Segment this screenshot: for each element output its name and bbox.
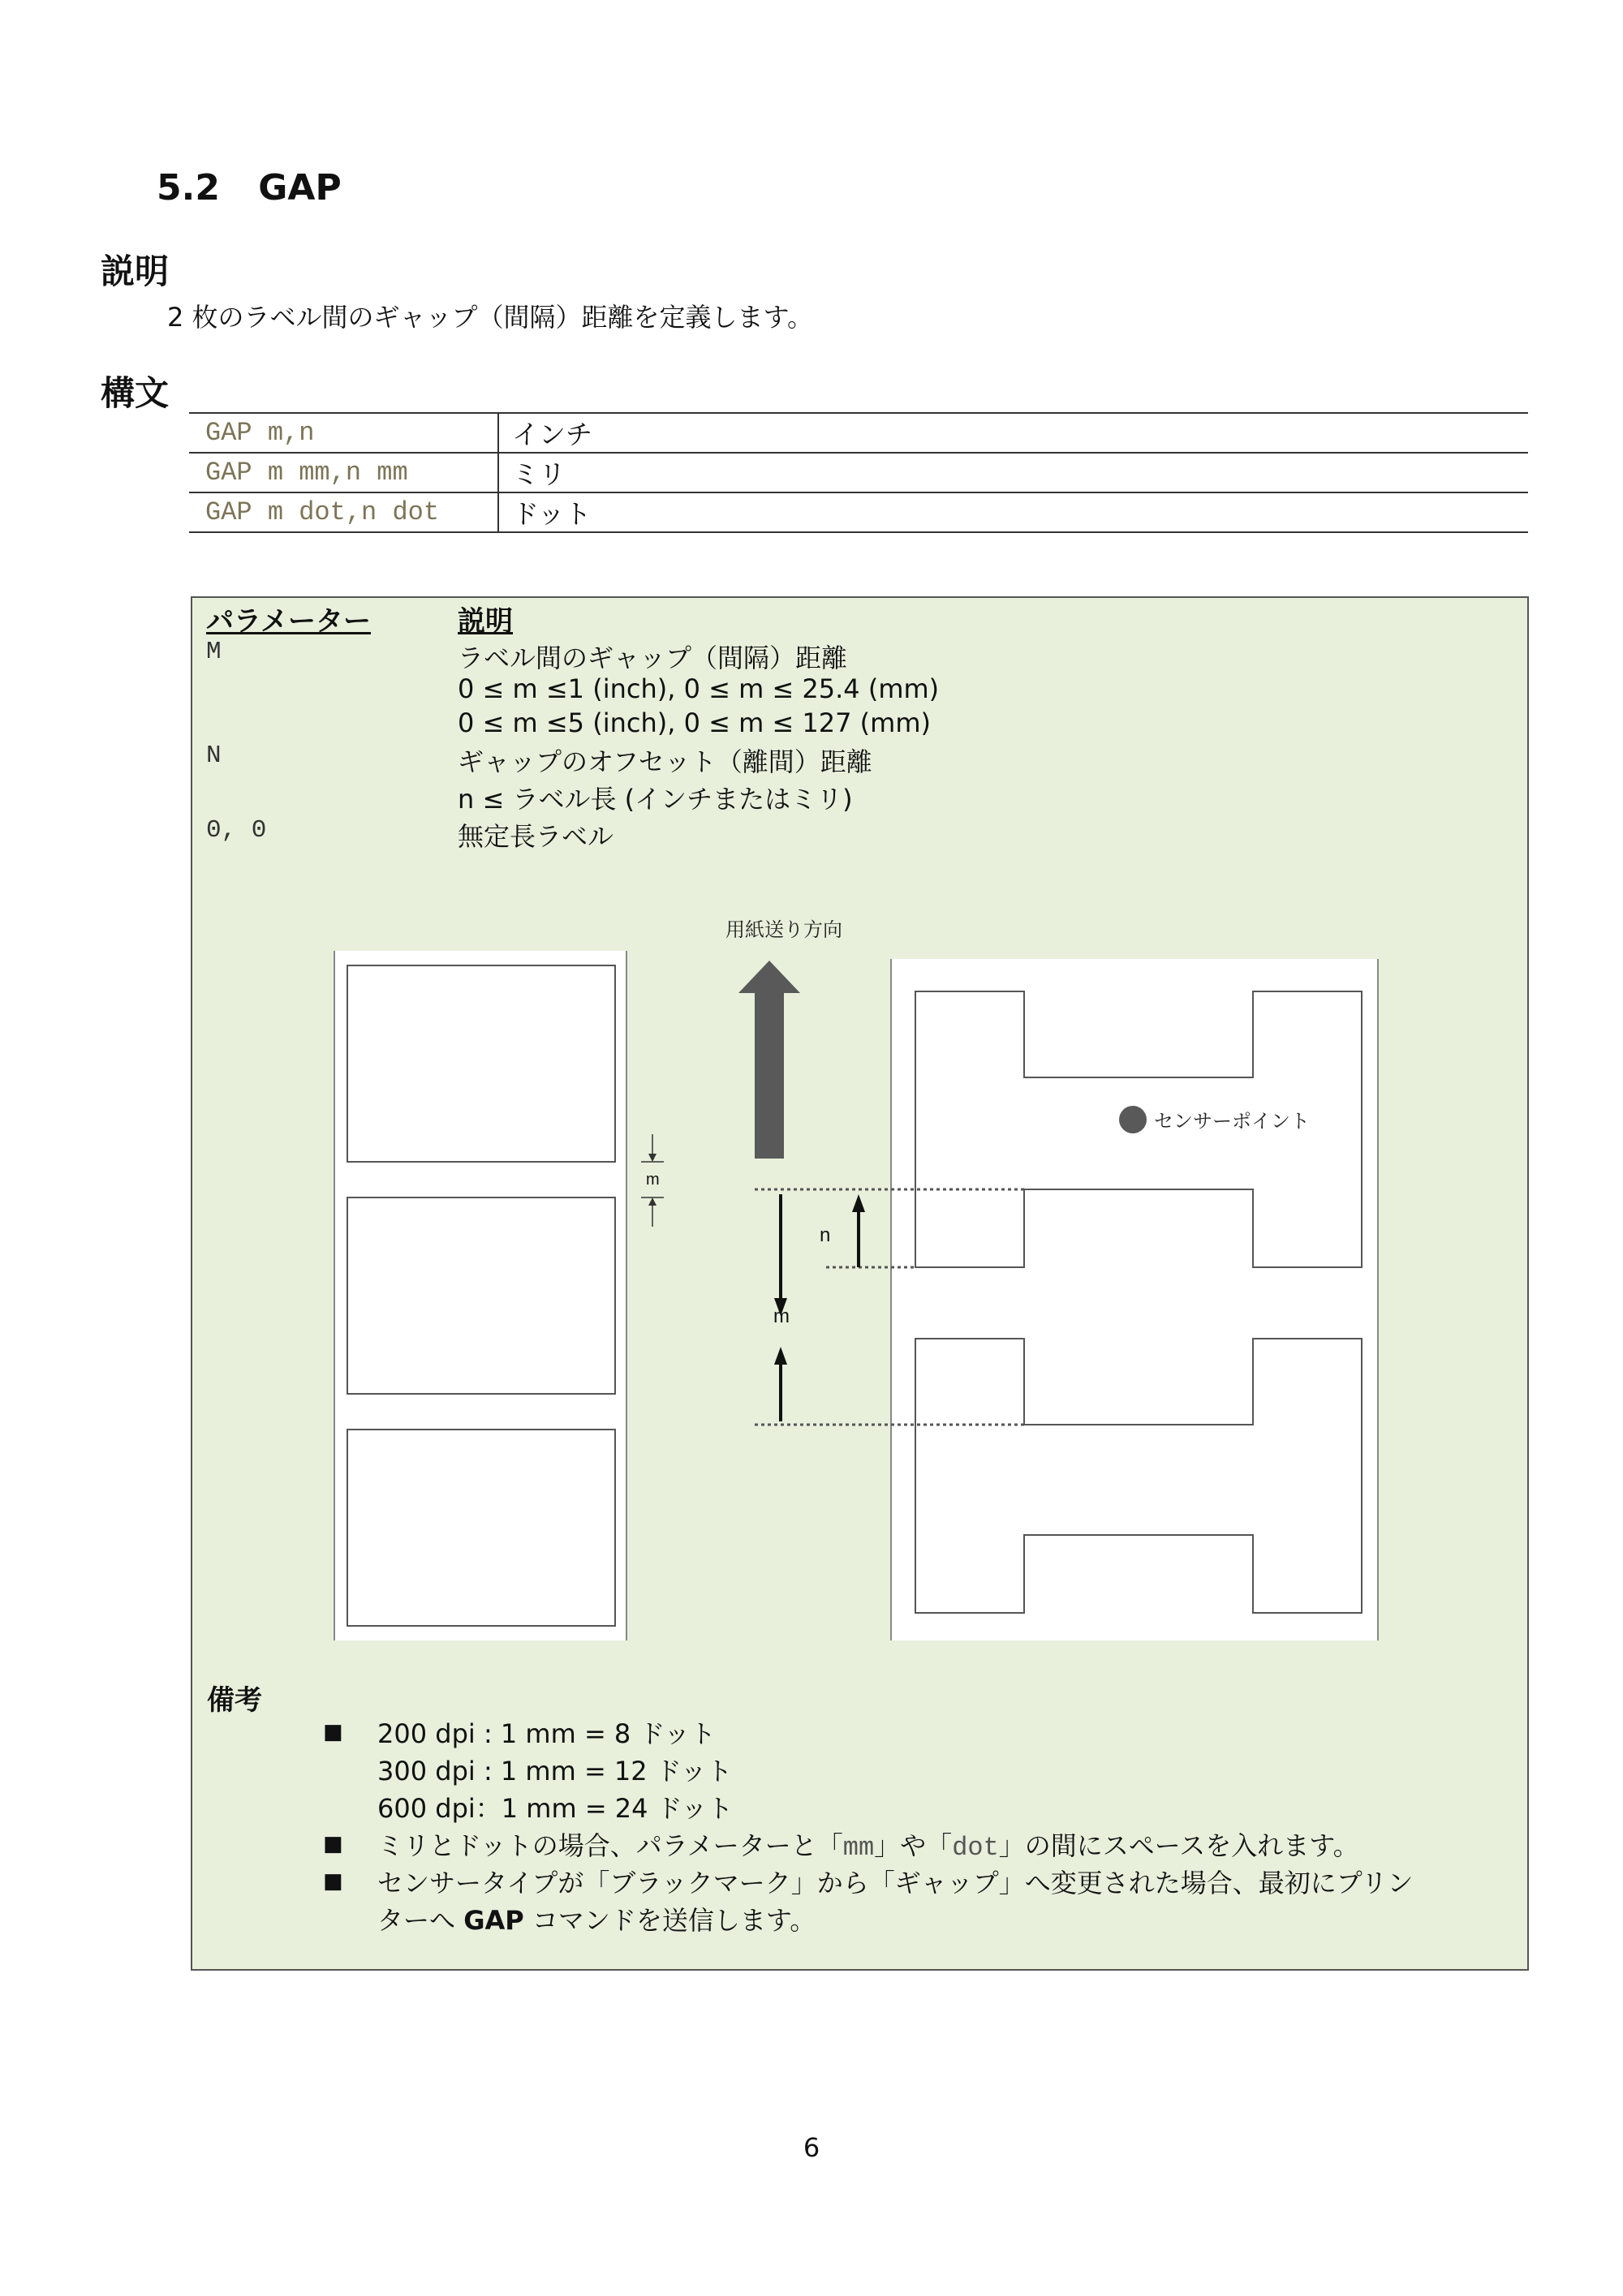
sensor-point-icon bbox=[1119, 1106, 1147, 1133]
section-name: GAP bbox=[258, 167, 342, 209]
offset-n-arrow bbox=[820, 1194, 865, 1267]
offset-n-label: n bbox=[820, 1224, 831, 1246]
remark-dpi-line: 600 dpi：1 mm = 24 ドット bbox=[377, 1793, 734, 1824]
syntax-row bbox=[189, 492, 1528, 532]
remark-sensor-type: センサータイプが「ブラックマーク」から「ギャップ」へ変更された場合、最初にプリン bbox=[377, 1868, 1414, 1898]
feed-direction-arrow-icon bbox=[738, 961, 800, 1159]
bullet-icon: ■ bbox=[323, 1832, 343, 1856]
syntax-unit: ドット bbox=[498, 492, 1528, 532]
feed-direction-label: 用紙送り方向 bbox=[725, 918, 842, 941]
param-m-line: ラベル間のギャップ（間隔）距離 bbox=[458, 643, 848, 673]
gap-m-arrows bbox=[773, 1194, 790, 1421]
label-rect bbox=[347, 965, 615, 1162]
remark-spacing: ミリとドットの場合、パラメーターと「mm」や「dot」の間にスペースを入れます。 bbox=[377, 1830, 1359, 1863]
syntax-command: GAP m,n bbox=[189, 413, 498, 453]
syntax-command: GAP m mm,n mm bbox=[189, 453, 498, 492]
param-name-zero: 0, 0 bbox=[206, 816, 267, 845]
right-liner bbox=[891, 959, 1378, 1640]
param-name-m: M bbox=[206, 638, 222, 666]
label-rect bbox=[347, 1197, 615, 1394]
param-m-line: 0 ≤ m ≤1 (inch), 0 ≤ m ≤ 25.4 (mm) bbox=[458, 673, 940, 704]
label-rect bbox=[347, 1430, 615, 1626]
remarks-heading: 備考 bbox=[207, 1684, 262, 1717]
param-n-line: n ≤ ラベル長 (インチまたはミリ) bbox=[458, 784, 853, 815]
param-zero-line: 無定長ラベル bbox=[458, 821, 614, 852]
bullet-icon: ■ bbox=[323, 1869, 343, 1894]
gap-m-label: m bbox=[646, 1171, 660, 1189]
syntax-unit: ミリ bbox=[498, 453, 1528, 492]
syntax-command: GAP m dot,n dot bbox=[189, 492, 498, 532]
description-heading: 説明 bbox=[101, 252, 170, 291]
page-number: 6 bbox=[803, 2132, 820, 2163]
param-m-line: 0 ≤ m ≤5 (inch), 0 ≤ m ≤ 127 (mm) bbox=[458, 707, 931, 738]
syntax-row bbox=[189, 453, 1528, 492]
remark-sensor-type-cont: ターへ GAP コマンドを送信します。 bbox=[377, 1905, 816, 1936]
gap-m-label-right: m bbox=[773, 1305, 790, 1327]
param-name-n: N bbox=[206, 742, 222, 770]
sensor-point-label: センサーポイント bbox=[1154, 1110, 1310, 1133]
syntax-unit: インチ bbox=[498, 413, 1528, 453]
gap-diagram bbox=[325, 909, 1404, 1655]
syntax-table bbox=[189, 412, 1528, 533]
description-header: 説明 bbox=[458, 605, 513, 638]
remark-dpi-line: 200 dpi : 1 mm = 8 ドット bbox=[377, 1718, 717, 1749]
section-title bbox=[157, 167, 342, 209]
section-number: 5.2 bbox=[157, 167, 220, 209]
remark-dpi-line: 300 dpi : 1 mm = 12 ドット bbox=[377, 1756, 733, 1786]
syntax-heading: 構文 bbox=[101, 373, 170, 413]
gap-m-indicator bbox=[641, 1134, 664, 1227]
parameter-header: パラメーター bbox=[206, 605, 371, 638]
param-n-line: ギャップのオフセット（離間）距離 bbox=[458, 746, 872, 777]
syntax-row bbox=[189, 413, 1528, 453]
bullet-icon: ■ bbox=[323, 1720, 343, 1744]
description-text: 2 枚のラベル間のギャップ（間隔）距離を定義します。 bbox=[167, 302, 813, 333]
